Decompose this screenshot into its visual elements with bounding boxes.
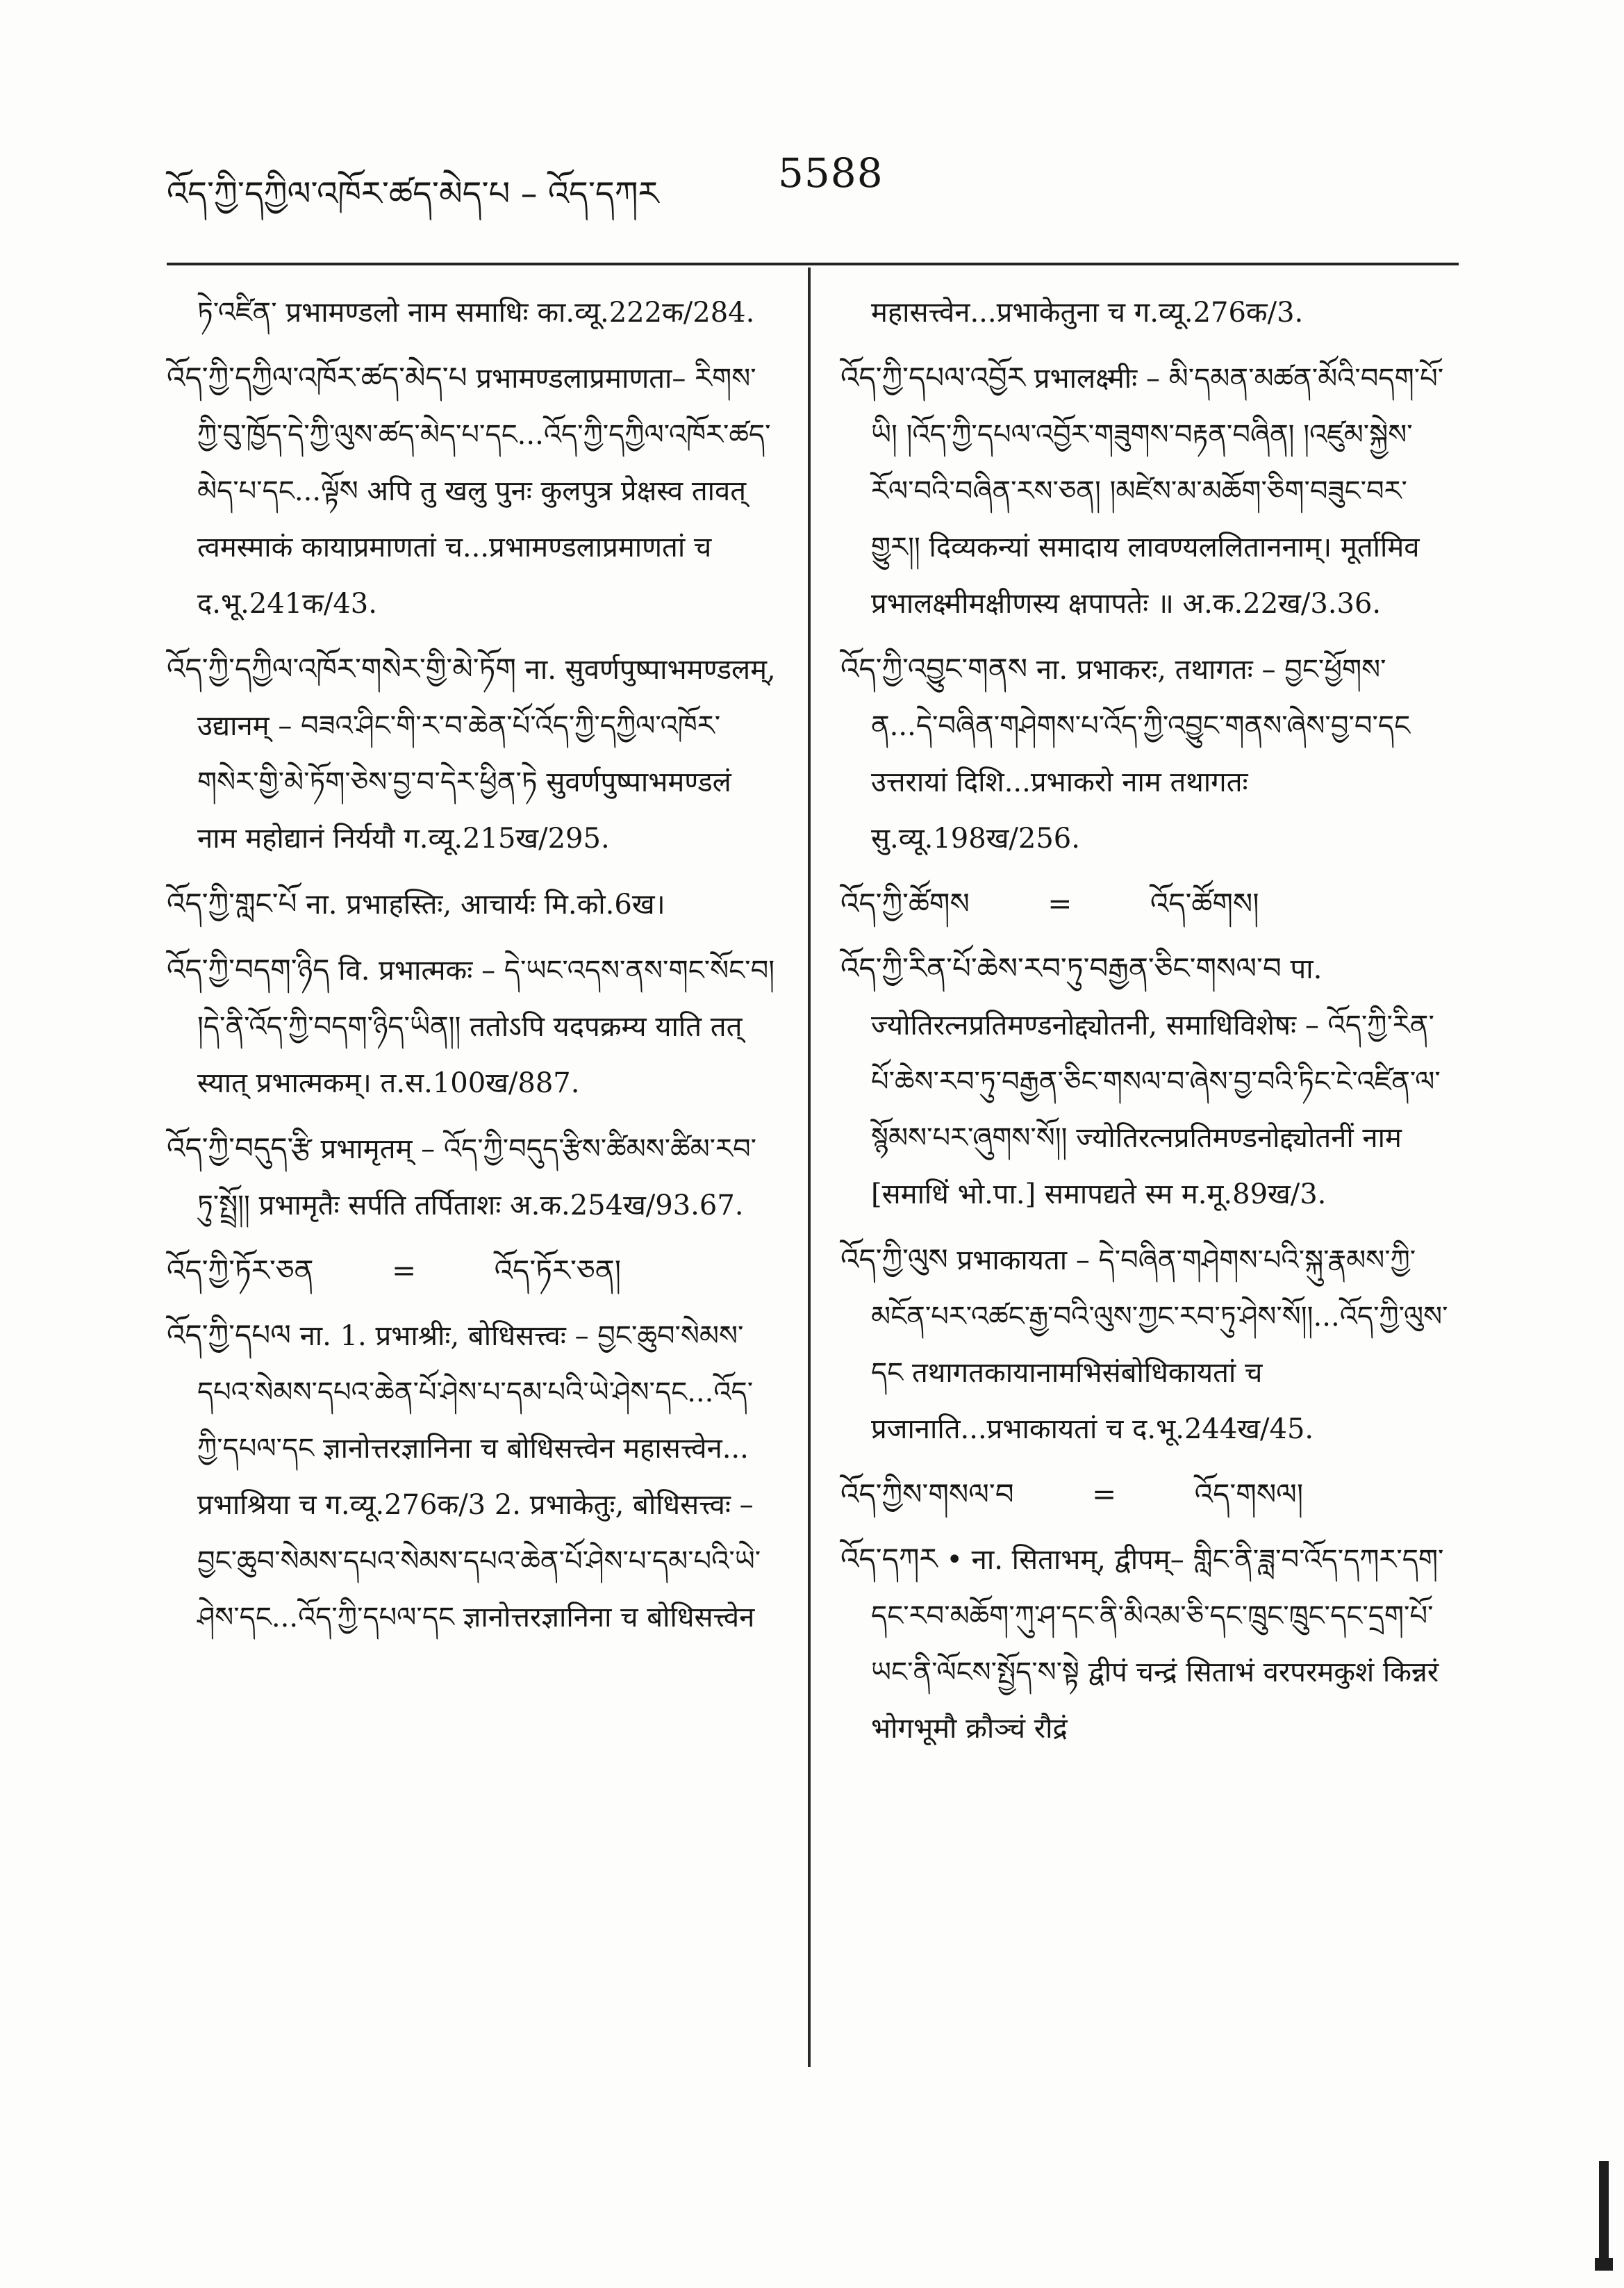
entry-headword: འོད་ཀྱི་རིན་པོ་ཆེས་རབ་ཏུ་བརྒྱན་ཅིང་གསལ་བ	[840, 951, 1282, 985]
xref-target: འོད་ཚོགས།	[1150, 887, 1259, 921]
dictionary-entry	[840, 285, 1452, 341]
page-number: 5588	[778, 149, 884, 197]
dictionary-entry	[167, 875, 778, 933]
xref-equals: =	[391, 1253, 417, 1287]
entry-body: ना. सुवर्णपुष्पाभमण्डलम्, उद्यानम् – བཟའ་ཤིང་གི་ར་བ་ཆེན་པོ་འོད་ཀྱི་དཀྱིལ་འཁོར་གསེར་གྱི་མེ་ཏོག་ཅེས་བྱ་བ་དེར་ཕྱིན་ཏེ सुवर्णपुष्पाभमण्डलं नाम महोद्यानं निर्ययौ ग.व्यू.215ख/295.	[197, 654, 776, 855]
entry-body: प्रभालक्ष्मीः – མི་དམན་མཚན་མོའི་བདག་པོ་ཡི། །འོད་ཀྱི་དཔལ་འབྱོར་གཟུགས་བརྟན་བཞིན། །འཛུམ་སྐྱེས་རོལ་བའི་བཞིན་རས་ཅན། །མཛེས་མ་མཆོག་ཅིག་བཟུང་བར་གྱུར།། दिव्यकन्यां समादाय लावण्यललिताननाम्। मूर्तामिव प्रभालक्ष्मीमक्षीणस्य क्षपापतेः ॥ अ.क.22ख/3.36.	[871, 363, 1444, 620]
dictionary-entry	[840, 1531, 1452, 1757]
dictionary-entry	[167, 641, 778, 867]
dictionary-entry	[167, 285, 778, 341]
dictionary-entry	[167, 941, 778, 1112]
entry-headword: འོད་ཀྱི་དཀྱིལ་འཁོར་ཚད་མེད་པ	[167, 361, 467, 395]
dictionary-entry	[840, 1231, 1452, 1458]
entry-body: ना. प्रभाकरः, तथागतः – བྱང་ཕྱོགས་ན...དེ་བཞིན་གཤེགས་པ་འོད་ཀྱི་འབྱུང་གནས་ཞེས་བྱ་བ་དང उत्तरायां दिशि...प्रभाकरो नाम तथागतः सु.व्यू.198ख/256.	[871, 654, 1411, 855]
xref-target: འོད་ཏོར་ཅན།	[494, 1253, 622, 1287]
entry-headword: འོད་ཀྱི་བདག་ཉིད	[167, 953, 330, 987]
entry-body: • ना. सिताभम्, द्वीपम्– གླིང་ནི་ཟླ་བ་འོད་དཀར་དག་དང་རབ་མཆོག་ཀུ་ཤ་དང་ནི་མིའམ་ཅི་དང་ཁྲུང་ཁྲུང་དང་དྲག་པོ་ཡང་ནི་ལོངས་སྤྱོད་ས་སྟེ द्वीपं चन्द्रं सिताभं वरपरमकुशं किन्नरं भोगभूमौ क्रौञ्चं रौद्रं	[871, 1544, 1444, 1745]
entry-body: ཏེ་འཛིན་ प्रभामण्डलो नाम समाधिः का.व्यू.222क/284.	[197, 297, 755, 329]
xref-headword: འོད་ཀྱི་ཚོགས	[840, 887, 970, 921]
right-column	[840, 285, 1452, 1766]
dictionary-entry	[167, 349, 778, 632]
xref-headword: འོད་ཀྱི་ཏོར་ཅན	[167, 1253, 314, 1287]
entry-headword: འོད་ཀྱི་འབྱུང་གནས	[840, 652, 1028, 686]
entry-headword: འོད་དཀར	[840, 1542, 938, 1576]
column-divider	[808, 268, 811, 2067]
entry-body: प्रभाकायता – དེ་བཞིན་གཤེགས་པའི་སྐུ་རྣམས་ཀྱི་མངོན་པར་འཚང་རྒྱ་བའི་ལུས་ཀྱང་རབ་ཏུ་ཤེས་སོ།།...འོད་ཀྱི་ལུས་དང तथागतकायानामभिसंबोधिकायतां च प्रजानाति...प्रभाकायतां च द.भू.244ख/45.	[871, 1244, 1448, 1445]
entry-body: महासत्त्वेन...प्रभाकेतुना च ग.व्यू.276क/3.	[871, 297, 1304, 329]
entry-body: प्रभामृतम् – འོད་ཀྱི་བདུད་རྩིས་ཚིམས་ཚིམ་རབ་ཏུ་སྤྲོ།། प्रभामृतैः सर्पति तर्पिताशः अ.क.254ख/93.67.	[197, 1133, 757, 1221]
xref-equals: =	[1047, 887, 1072, 921]
entry-body: ना. प्रभाहस्तिः, आचार्यः मि.को.6ख।	[297, 889, 665, 921]
entry-body: ना. 1. प्रभाश्रीः, बोधिसत्त्वः – བྱང་ཆུབ་སེམས་དཔའ་སེམས་དཔའ་ཆེན་པོ་ཤེས་པ་དམ་པའི་ཡེ་ཤེས་དང...འོད་ཀྱི་དཔལ་དང ज्ञानोत्तरज्ञानिना च बोधिसत्त्वेन महासत्त्वेन... प्रभाश्रिया च ग.व्यू.276क/3 2. प्रभाकेतुः, बोधिसत्त्वः – བྱང་ཆུབ་སེམས་དཔའ་སེམས་དཔའ་ཆེན་པོ་ཤེས་པ་དམ་པའི་ཡེ་ཤེས་དང...འོད་ཀྱི་དཔལ་དང ज्ञानोत्तरज्ञानिना च बोधिसत्त्वेन	[197, 1320, 761, 1633]
dictionary-entry	[840, 940, 1452, 1223]
scan-edge-mark	[1591, 2133, 1618, 2272]
entry-body: पा. ज्योतिरत्नप्रतिमण्डनोद्द्योतनी, समाधिविशेषः – འོད་ཀྱི་རིན་པོ་ཆེས་རབ་ཏུ་བརྒྱན་ཅིང་གསལ་བ་ཞེས་བྱ་བའི་ཏིང་ངེ་འཛིན་ལ་སྙོམས་པར་ཞུགས་སོ།། ज्योतिरत्नप्रतिमण्डनोद्द्योतनीं नाम [समाधिं भो.पा.] समापद्यते स्म म.मू.89ख/3.	[871, 953, 1441, 1210]
left-column	[167, 285, 778, 1654]
page-header	[167, 149, 1452, 233]
entry-headword: འོད་ཀྱི་དཔལ	[167, 1318, 291, 1352]
entry-body: वि. प्रभात्मकः – དེ་ཡང་འདས་ནས་གང་སོང་བ། །དེ་ནི་འོད་ཀྱི་བདག་ཉིད་ཡིན།། ततोऽपि यदपक्रम्य याति तत् स्यात् प्रभात्मकम्। त.स.100ख/887.	[197, 955, 775, 1099]
entry-headword: འོད་ཀྱི་དཀྱིལ་འཁོར་གསེར་གྱི་མེ་ཏོག	[167, 652, 516, 686]
entry-headword: འོད་ཀྱི་གླང་པོ	[167, 887, 297, 921]
cross-reference	[167, 1242, 778, 1299]
xref-equals: =	[1092, 1477, 1117, 1511]
dictionary-entry	[167, 1307, 778, 1646]
entry-headword: འོད་ཀྱི་བདུད་རྩི	[167, 1131, 312, 1165]
dictionary-entry	[167, 1120, 778, 1234]
entry-headword: འོད་ཀྱི་ལུས	[840, 1242, 948, 1276]
running-head: འོད་ཀྱི་དཀྱིལ་འཁོར་ཚད་མེད་པ – འོད་དཀར	[167, 174, 659, 213]
entry-body: प्रभामण्डलाप्रमाणता– རིགས་ཀྱི་བུ་ཁྱོད་དེ་ཀྱི་ལུས་ཚད་མེད་པ་དང...འོད་ཀྱི་དཀྱིལ་འཁོར་ཚད་མེད་པ་དང...ལྟོས अपि तु खलु पुनः कुलपुत्र प्रेक्षस्व तावत् त्वमस्माकं कायाप्रमाणतां च...प्रभामण्डलाप्रमाणतां च द.भू.241क/43.	[197, 363, 771, 620]
entry-headword: འོད་ཀྱི་དཔལ་འབྱོར	[840, 361, 1025, 395]
xref-target: འོད་གསལ།	[1194, 1477, 1304, 1511]
cross-reference	[840, 875, 1452, 932]
dictionary-entry	[840, 349, 1452, 632]
dictionary-entry	[840, 641, 1452, 867]
cross-reference	[840, 1466, 1452, 1522]
xref-headword: འོད་ཀྱིས་གསལ་བ	[840, 1477, 1014, 1511]
header-rule	[167, 263, 1459, 265]
